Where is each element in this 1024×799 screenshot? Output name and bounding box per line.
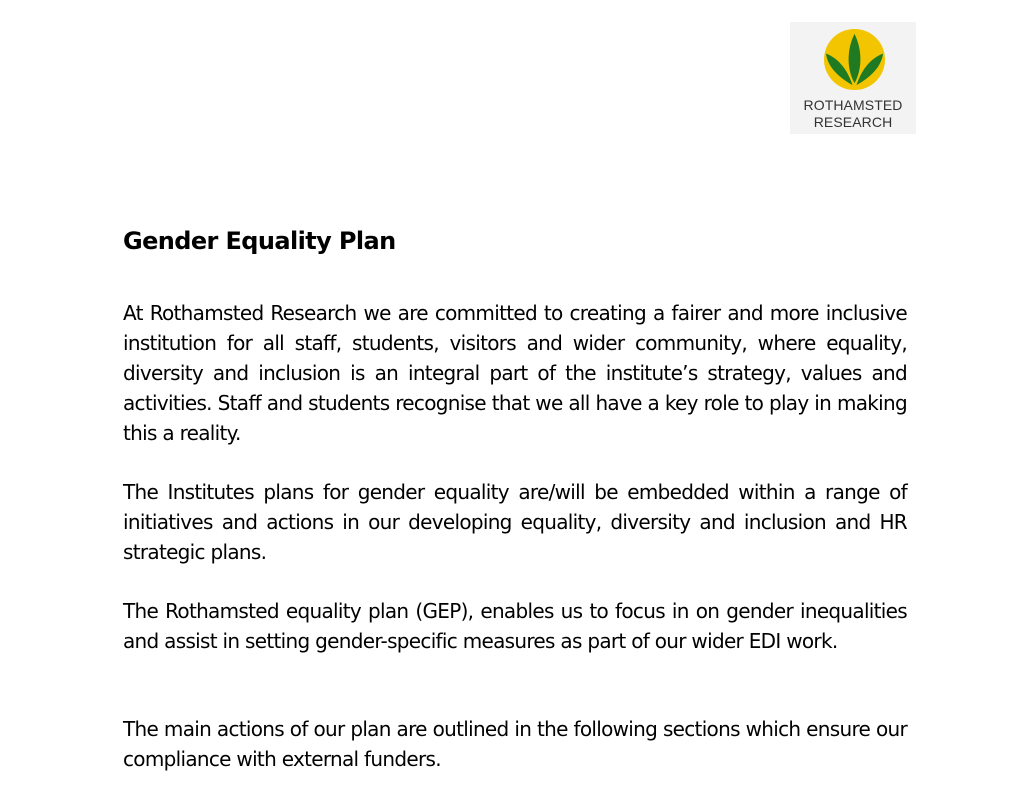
paragraph-institute-plans: The Institutes plans for gender equality are/will be embedded within a range of initiatives and actions in our developing equality, diversity and inclusion and HR strategic plans. — [123, 480, 907, 564]
rothamsted-logo — [790, 22, 916, 134]
logo-text-line1: ROTHAMSTED — [803, 97, 903, 113]
paragraph-gep-focus: The Rothamsted equality plan (GEP), enables us to focus in on gender inequalities and assist in setting gender-specific measures as part of our wider EDI work. — [123, 599, 907, 653]
logo-text-line2: RESEARCH — [813, 114, 893, 130]
leaf-emblem-icon — [823, 28, 886, 91]
paragraph-commitment: At Rothamsted Research we are committed to creating a fairer and more inclusive institution for all staff, students, visitors and wider community, where equality, diversity and inclusion is an integral part of the institute’s strategy, values and activities. Staff and students recognise that we all have a key role to play in making this a reality. — [123, 301, 907, 445]
page-title: Gender Equality Plan — [123, 227, 396, 255]
paragraph-main-actions: The main actions of our plan are outlined in the following sections which ensure our compliance with external funders. — [123, 717, 907, 771]
